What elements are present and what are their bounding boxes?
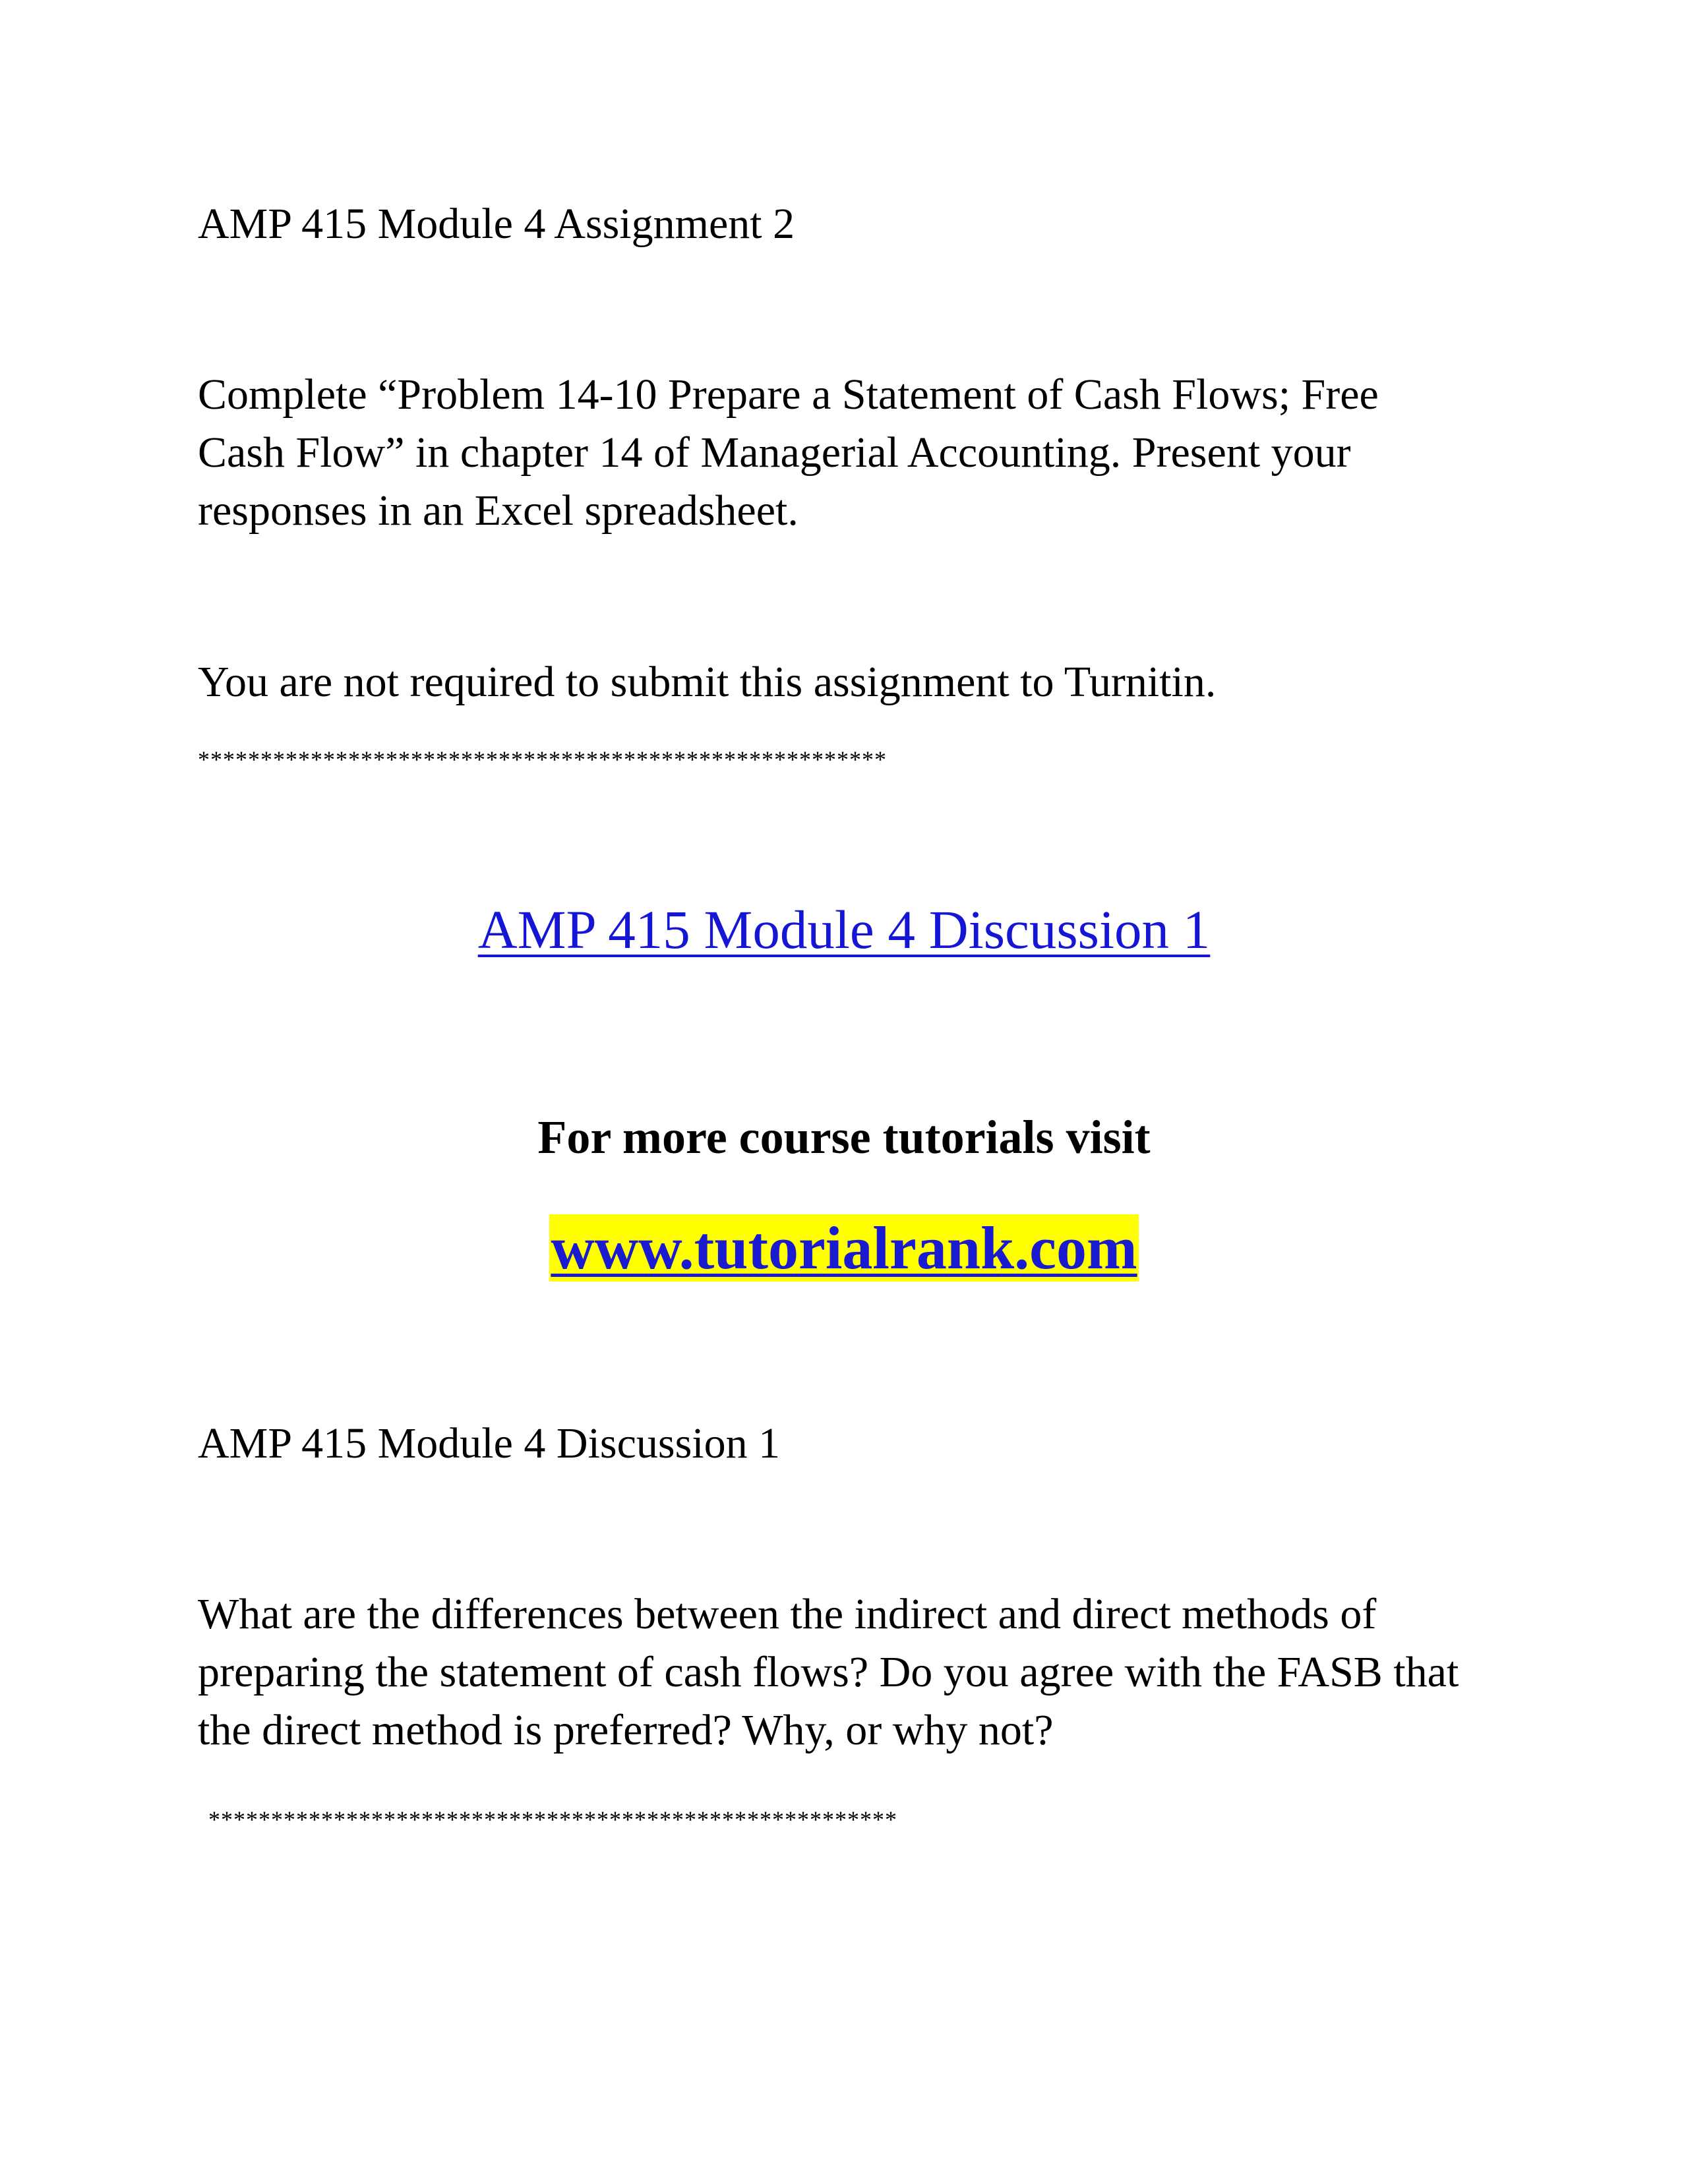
assignment-instructions-line-2: Cash Flow” in chapter 14 of Managerial Accounting. Present your	[198, 428, 1351, 477]
turnitin-note: You are not required to submit this assignment to Turnitin.	[198, 658, 1217, 706]
assignment-instructions	[198, 366, 1379, 540]
discussion-link[interactable]: AMP 415 Module 4 Discussion 1	[477, 899, 1211, 960]
discussion-question-line-2: preparing the statement of cash flows? Do you agree with the FASB that	[198, 1648, 1459, 1696]
visit-text: For more course tutorials visit	[537, 1111, 1151, 1164]
separator-line: *******************************************************	[198, 746, 887, 773]
discussion-question-line-1: What are the differences between the indirect and direct methods of	[198, 1590, 1377, 1638]
assignment-instructions-line-1: Complete “Problem 14-10 Prepare a Statement of Cash Flows; Free	[198, 370, 1379, 419]
separator-line: *******************************************************	[208, 1806, 897, 1833]
assignment-instructions-line-3: responses in an Excel spreadsheet.	[198, 487, 799, 535]
discussion-question-line-3: the direct method is preferred? Why, or why not?	[198, 1706, 1054, 1754]
discussion-question	[198, 1585, 1459, 1759]
assignment-title: AMP 415 Module 4 Assignment 2	[198, 200, 795, 248]
website-link[interactable]: www.tutorialrank.com	[551, 1214, 1137, 1282]
website-link-wrapper	[0, 1212, 1688, 1284]
discussion-title: AMP 415 Module 4 Discussion 1	[198, 1419, 781, 1467]
discussion-link-wrapper	[0, 897, 1688, 962]
